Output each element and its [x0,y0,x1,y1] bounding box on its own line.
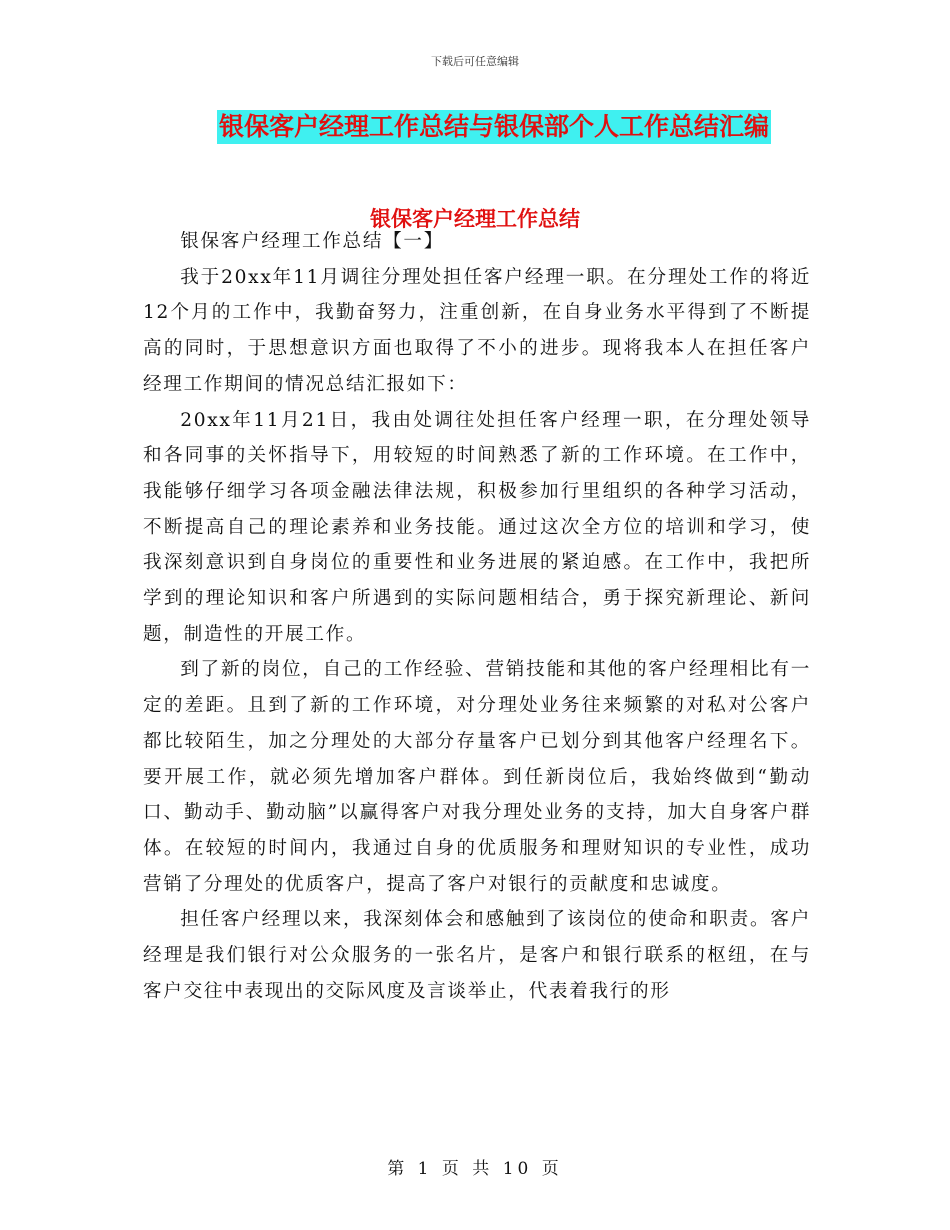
paragraph: 到了新的岗位，自己的工作经验、营销技能和其他的客户经理相比有一定的差距。且到了新的工作环境，对分理处业务往来频繁的对私对公客户都比较陌生，加之分理处的大部分存量客户已划分到其他客户经理名下。要开展工作，就必须先增加客户群体。到任新岗位后，我始终做到“勤动口、勤动手、勤动脑”以赢得客户对我分理处业务的支持，加大自身客户群体。在较短的时间内，我通过自身的优质服务和理财知识的专业性，成功营销了分理处的优质客户，提高了客户对银行的贡献度和忠诚度。 [143,659,811,895]
paragraph: 担任客户经理以来，我深刻体会和感触到了该岗位的使命和职责。客户经理是我们银行对公众服务的一张名片，是客户和银行联系的枢纽，在与客户交往中表现出的交际风度及言谈举止，代表着我行的形 [143,909,811,1002]
paragraph: 我于20xx年11月调往分理处担任客户经理一职。在分理处工作的将近12个月的工作中，我勤奋努力，注重创新，在自身业务水平得到了不断提高的同时，于思想意识方面也取得了不小的进步。现将我本人在担任客户经理工作期间的情况总结汇报如下： [143,266,811,395]
subheading: 银保客户经理工作总结【一】 [180,231,445,252]
section-title: 银保客户经理工作总结 [370,207,580,231]
main-title: 银保客户经理工作总结与银保部个人工作总结汇编 [217,110,771,144]
main-title-wrap [0,110,950,144]
header-note: 下载后可任意编辑 [431,55,519,68]
document-body [143,224,811,1009]
paragraph: 20xx年11月21日，我由处调往处担任客户经理一职，在分理处领导和各同事的关怀指导下，用较短的时间熟悉了新的工作环境。在工作中，我能够仔细学习各项金融法律法规，积极参加行里组织的各种学习活动，不断提高自己的理论素养和业务技能。通过这次全方位的培训和学习，使我深刻意识到自身岗位的重要性和业务进展的紧迫感。在工作中，我把所学到的理论知识和客户所遇到的实际问题相结合，勇于探究新理论、新问题，制造性的开展工作。 [143,409,811,645]
page-number: 第 1 页 共 10 页 [387,1159,563,1179]
